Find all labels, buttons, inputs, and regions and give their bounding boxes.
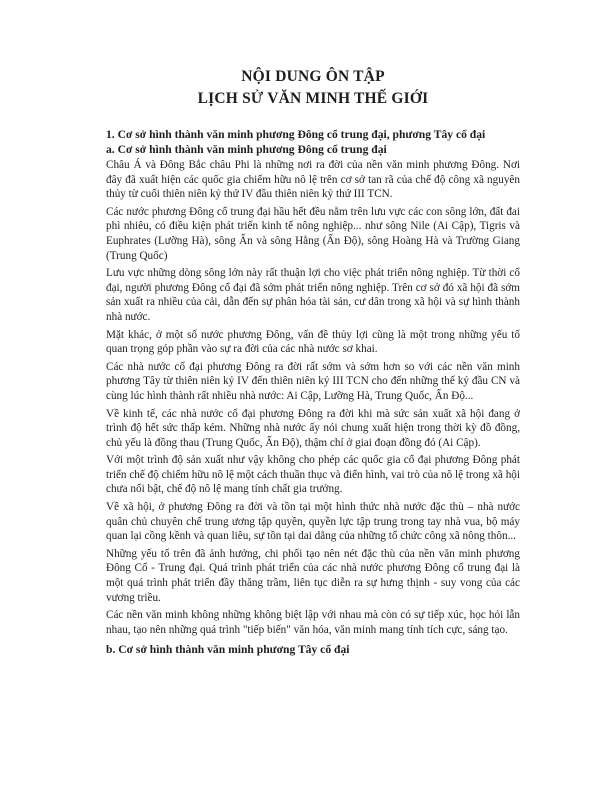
title-line-1: NỘI DUNG ÔN TẬP	[241, 68, 385, 85]
paragraph-1: Châu Á và Đông Bắc châu Phi là những nơi ra đời của nền văn minh phương Đông. Nơi đây đã xuất hiện các quốc gia chiếm hữu nô lệ trên cơ sở tan rã của chế độ công xã nguyên thủy từ cuối thiên niên kỷ thứ IV đầu thiên niên kỷ thứ III TCN.	[106, 159, 520, 201]
title-line-2: LỊCH SỬ VĂN MINH THẾ GIỚI	[197, 90, 429, 107]
paragraph-8: Về xã hội, ở phương Đông ra đời và tồn tại một hình thức nhà nước đặc thù – nhà nước quân chủ chuyên chế trung ương tập quyền, quyền lực tập trung trong tay nhà vua, bộ máy quan lại cồng kềnh và quan liêu, sự tồn tại dai dẳng của những tổ chức công xã nông thôn...	[106, 501, 520, 543]
paragraph-4: Mặt khác, ở một số nước phương Đông, vấn đề thủy lợi cũng là một trong những yếu tố quan trọng góp phần vào sự ra đời của các nhà nước sơ khai.	[106, 328, 520, 356]
paragraph-5: Các nhà nước cổ đại phương Đông ra đời rất sớm và sớm hơn so với các nền văn minh phương Tây từ thiên niên kỷ IV đến thiên niên kỷ III TCN cho đến những thế kỷ đầu CN và cùng lúc hình thành rất nhiều nhà nước: Ai Cập, Lưỡng Hà, Trung Quốc, Ấn Độ...	[106, 360, 520, 402]
paragraph-9: Những yếu tố trên đã ảnh hưởng, chi phối tạo nên nét đặc thù của nền văn minh phương Đông Cổ - Trung đại. Quá trình phát triển của các nhà nước phương Đông cổ trung đại là một quá trình phát triển đầy thăng trầm, liên tục diễn ra sự hưng thịnh - suy vong của các vương triều.	[106, 547, 520, 604]
paragraph-6: Về kinh tế, các nhà nước cổ đại phương Đông ra đời khi mà sức sản xuất xã hội đang ở trình độ hết sức thấp kém. Những nhà nước ấy nói chung xuất hiện trong thời kỳ đồ đồng, chủ yếu là đồng thau (Trung Quốc, Ấn Độ), thậm chí ở giai đoạn đồng đỏ (Ai Cập).	[106, 407, 520, 449]
paragraph-3: Lưu vực những dòng sông lớn này rất thuận lợi cho việc phát triển nông nghiệp. Từ thời cổ đại, người phương Đông cổ đại đã sớm phát triển nông nghiệp. Trên cơ sở đó xã hội đã sớm sản xuất ra nhiều của cải, dẫn đến sự phân hóa tài sản, cư dân trong xã hội và sự hình thành nhà nước.	[106, 267, 520, 323]
paragraph-7: Với một trình độ sản xuất như vậy không cho phép các quốc gia cổ đại phương Đông phát triển chế độ chiếm hữu nô lệ một cách thuần thục và điển hình, vai trò của nô lệ trong xã hội chưa nổi bật, chế độ nô lệ mang tính chất gia trưởng.	[106, 454, 520, 496]
document-title	[106, 66, 520, 110]
paragraph-10: Các nền văn minh không những không biệt lập với nhau mà còn có sự tiếp xúc, học hỏi lẫn nhau, tạo nên những quá trình "tiếp biến" văn hóa, văn minh mang tính tích cực, sáng tạo.	[106, 609, 520, 636]
section-1-heading: 1. Cơ sở hình thành văn minh phương Đông cổ trung đại, phương Tây cổ đại	[106, 128, 486, 141]
section-1a-heading: a. Cơ sở hình thành văn minh phương Đông cổ trung đại	[106, 143, 387, 156]
section-1b-heading: b. Cơ sở hình thành văn minh phương Tây cổ đại	[106, 643, 350, 657]
paragraph-2: Các nước phương Đông cổ trung đại hầu hết đều nằm trên lưu vực các con sông lớn, đất đai phì nhiêu, có điều kiện phát triển kinh tế nông nghiệp... như sông Nile (Ai Cập), Tigris và Euphrates (Lưỡng Hà), sông Ấn và sông Hằng (Ấn Độ), sông Hoàng Hà và Trường Giang (Trung Quốc)	[106, 205, 520, 262]
